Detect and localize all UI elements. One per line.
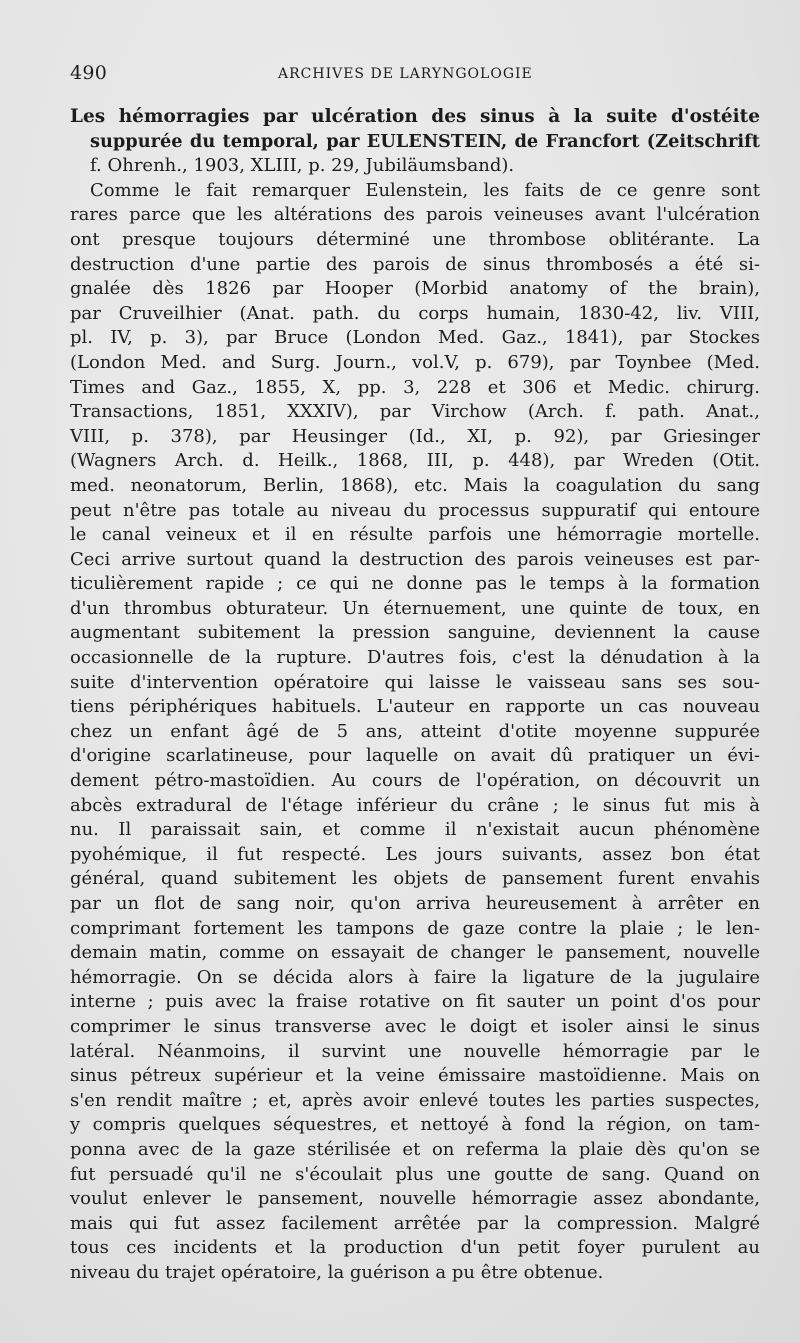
text-line: rares parce que les altérations des parois veineuses avant l'ulcération <box>70 204 760 226</box>
text-line: par un flot de sang noir, qu'on arriva heureusement à arrêter en <box>70 893 760 914</box>
text-line: d'origine scarlatineuse, pour laquelle on avait dû pratiquer un évi- <box>70 745 760 767</box>
article-title-line: suppurée du temporal, par EULENSTEIN, de Francfort (Zeitschrift <box>90 130 760 152</box>
text-line: Ceci arrive surtout quand la destruction des parois veineuses est par- <box>70 548 760 570</box>
text-line: Times and Gaz., 1855, X, pp. 3, 228 et 306 et Medic. chirurg. <box>70 376 760 398</box>
article-citation-line: f. Ohrenh., 1903, XLIII, p. 29, Jubiläumsband). <box>90 155 515 177</box>
text-line: tous ces incidents et la production d'un petit foyer purulent au <box>70 1237 760 1259</box>
text-line: par Cruveilhier (Anat. path. du corps humain, 1830-42, liv. VIII, <box>70 302 760 324</box>
text-line: abcès extradural de l'étage inférieur du crâne ; le sinus fut mis à <box>70 794 760 816</box>
text-line: fut persuadé qu'il ne s'écoulait plus une goutte de sang. Quand on <box>70 1163 760 1185</box>
text-line: Comme le fait remarquer Eulenstein, les faits de ce genre sont <box>90 179 760 201</box>
text-line: le canal veineux et il en résulte parfois une hémorragie mortelle. <box>70 524 760 546</box>
article-title-line: Les hémorragies par ulcération des sinus à la suite d'ostéite <box>70 106 760 127</box>
text-line: mais qui fut assez facilement arrêtée par la compression. Malgré <box>70 1212 760 1234</box>
text-line: s'en rendit maître ; et, après avoir enlevé toutes les parties suspectes, <box>70 1089 760 1111</box>
article-body <box>70 105 760 1286</box>
text-line: voulut enlever le pansement, nouvelle hémorragie assez abondante, <box>70 1188 760 1210</box>
text-line: ponna avec de la gaze stérilisée et on referma la plaie dès qu'on se <box>70 1138 760 1160</box>
text-line: comprimer le sinus transverse avec le doigt et isoler ainsi le sinus <box>70 1015 760 1037</box>
text-line: med. neonatorum, Berlin, 1868), etc. Mais la coagulation du sang <box>70 474 760 496</box>
text-line: augmentant subitement la pression sanguine, deviennent la cause <box>70 622 760 644</box>
text-line: tiens périphériques habituels. L'auteur en rapporte un cas nouveau <box>70 696 760 718</box>
running-head: ARCHIVES DE LARYNGOLOGIE <box>278 66 533 82</box>
text-line: (London Med. and Surg. Journ., vol.V, p. 679), par Toynbee (Med. <box>70 351 760 373</box>
text-line: pyohémique, il fut respecté. Les jours suivants, assez bon état <box>70 843 760 865</box>
text-line: ont presque toujours déterminé une thrombose oblitérante. La <box>70 228 760 250</box>
text-line: VIII, p. 378), par Heusinger (Id., XI, p. 92), par Griesinger <box>70 425 760 447</box>
text-line: occasionnelle de la rupture. D'autres fois, c'est la dénudation à la <box>70 647 760 669</box>
text-line: suite d'intervention opératoire qui laisse le vaisseau sans ses sou- <box>70 671 760 693</box>
text-line: hémorragie. On se décida alors à faire la ligature de la jugulaire <box>70 966 760 988</box>
text-line: comprimant fortement les tampons de gaze contre la plaie ; le len- <box>70 917 760 939</box>
text-line: demain matin, comme on essayait de changer le pansement, nouvelle <box>70 942 760 964</box>
text-line: pl. IV, p. 3), par Bruce (London Med. Gaz., 1841), par Stockes <box>70 327 760 349</box>
text-line: latéral. Néanmoins, il survint une nouvelle hémorragie par le <box>70 1040 760 1062</box>
page-number: 490 <box>70 62 108 84</box>
text-line: y compris quelques séquestres, et nettoyé à fond la région, on tam- <box>70 1114 760 1136</box>
text-line: nu. Il paraissait sain, et comme il n'existait aucun phénomène <box>70 819 760 841</box>
page-header <box>70 62 760 92</box>
text-line: interne ; puis avec la fraise rotative on fit sauter un point d'os pour <box>70 991 760 1013</box>
text-line: ticulièrement rapide ; ce qui ne donne pas le temps à la formation <box>70 573 760 595</box>
text-line: chez un enfant âgé de 5 ans, atteint d'otite moyenne suppurée <box>70 720 760 742</box>
text-line: d'un thrombus obturateur. Un éternuement, une quinte de toux, en <box>70 597 760 619</box>
text-line: (Wagners Arch. d. Heilk., 1868, III, p. 448), par Wreden (Otit. <box>70 450 760 472</box>
text-line: niveau du trajet opératoire, la guérison a pu être obtenue. <box>70 1261 604 1283</box>
text-line: peut n'être pas totale au niveau du processus suppuratif qui entoure <box>70 499 760 521</box>
text-line: destruction d'une partie des parois de sinus thrombosés a été si- <box>70 253 760 275</box>
text-line: Transactions, 1851, XXXIV), par Virchow (Arch. f. path. Anat., <box>70 401 760 423</box>
text-line: gnalée dès 1826 par Hooper (Morbid anatomy of the brain), <box>70 278 760 300</box>
text-line: sinus pétreux supérieur et la veine émissaire mastoïdienne. Mais on <box>70 1065 760 1087</box>
text-line: général, quand subitement les objets de pansement furent envahis <box>70 868 760 890</box>
text-line: dement pétro-mastoïdien. Au cours de l'opération, on découvrit un <box>70 770 760 792</box>
